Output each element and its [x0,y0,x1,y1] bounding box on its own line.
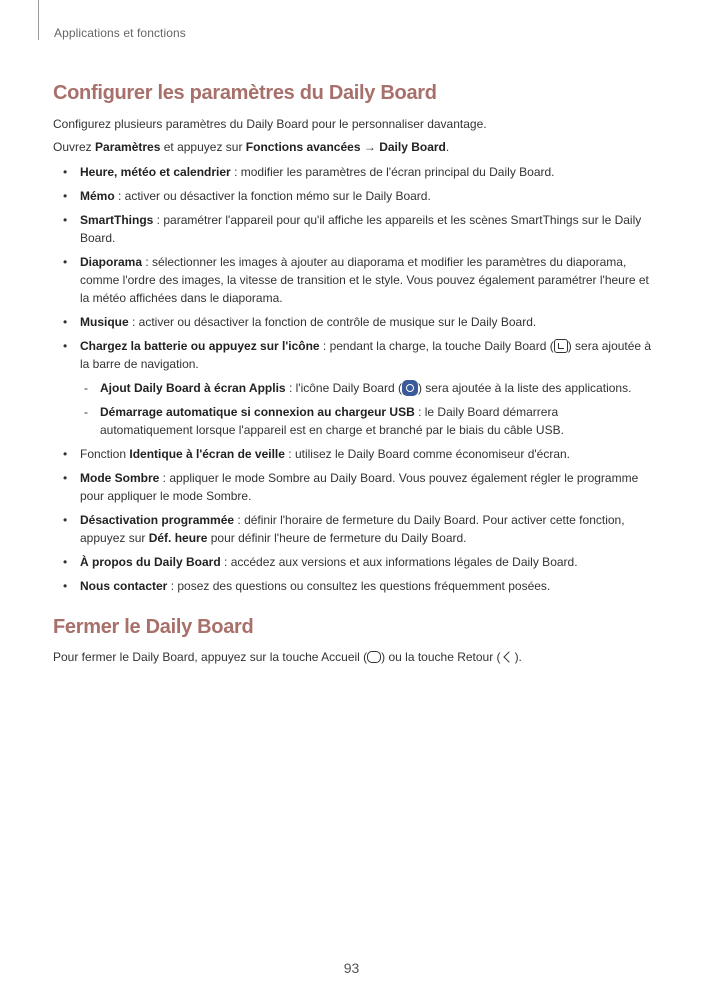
item-text: : modifier les paramètres de l'écran principal du Daily Board. [230,165,555,179]
item-label: SmartThings [80,213,154,227]
list-item: • Mémo : activer ou désactiver la fonction mémo sur le Daily Board. [63,189,431,203]
daily-board-key-icon [554,339,568,353]
list-item: • SmartThings : paramétrer l'appareil pour qu'il affiche les appareils et les scènes SmartThings sur le Daily Board. [63,213,642,245]
close-instructions [53,648,522,666]
item-text: : sélectionner les images à ajouter au diaporama et modifier les paramètres du diaporama, comme l'ordre des images, la vitesse de transition et le style. Vous pouvez également paramétrer l'heure et la météo affichées dans le diaporama. [80,255,649,305]
close-text-a: Pour fermer le Daily Board, appuyez sur la touche Accueil ( [53,650,368,664]
item-text: : activer ou désactiver la fonction mémo sur le Daily Board. [114,189,431,203]
settings-link-text: Paramètres [95,140,161,154]
item-prefix: Fonction [80,447,130,461]
close-text-c: ). [514,650,522,664]
daily-board-app-icon [402,380,418,396]
item-text: : accédez aux versions et aux informations légales de Daily Board. [220,555,578,569]
arrow: → [360,140,380,154]
item-text: : activer ou désactiver la fonction de contrôle de musique sur le Daily Board. [128,315,537,329]
item-label: Identique à l'écran de veille [129,447,285,461]
list-item: • Diaporama : sélectionner les images à ajouter au diaporama et modifier les paramètres du diaporama, comme l'ordre des images, la vitesse de transition et le style. Vous pouvez également paramétrer l'heure et la météo affichées dans le diaporama. [63,255,649,305]
close-text-b: ) ou la touche Retour ( [381,650,501,664]
item-label: Démarrage automatique si connexion au chargeur USB [100,405,415,419]
item-text: : le Daily Board démarrera automatiquement lorsque l'appareil est en charge et branché par le biais du câble USB. [100,405,564,437]
item-text: : paramétrer l'appareil pour qu'il affiche les appareils et les scènes SmartThings sur le Daily Board. [80,213,642,245]
list-item: • Heure, météo et calendrier : modifier les paramètres de l'écran principal du Daily Board. [63,165,555,179]
list-item: • Nous contacter : posez des questions ou consultez les questions fréquemment posées. [63,579,551,593]
item-text: : posez des questions ou consultez les questions fréquemment posées. [167,579,551,593]
item-label: Mémo [80,189,115,203]
back-key-icon [503,651,514,662]
advanced-features-text: Fonctions avancées [245,140,361,154]
sub-list-item: - Ajout Daily Board à écran Applis : l'icône Daily Board ( ) sera ajoutée à la liste des applications. [84,381,632,395]
header-rule [38,0,39,40]
section-title-configure: Configurer les paramètres du Daily Board [53,82,437,104]
item-text: : appliquer le mode Sombre au Daily Board. Vous pouvez également régler le programme pour appliquer le mode Sombre. [80,471,639,503]
list-item: • Chargez la batterie ou appuyez sur l'icône : pendant la charge, la touche Daily Board ( ) sera ajoutée à la barre de navigation. [63,339,652,371]
section-title-close: Fermer le Daily Board [53,616,254,638]
home-key-icon [367,651,381,663]
item-label: Heure, météo et calendrier [80,165,231,179]
page-number: 93 [343,960,360,976]
item-text: : utilisez le Daily Board comme économiseur d'écran. [284,447,571,461]
item-label: À propos du Daily Board [80,555,221,569]
item-text: : pendant la charge, la touche Daily Board ( [319,339,554,353]
item-text: pour définir l'heure de fermeture du Daily Board. [207,531,467,545]
daily-board-text: Daily Board [379,140,446,154]
list-item: • Musique : activer ou désactiver la fonction de contrôle de musique sur le Daily Board. [63,315,537,329]
item-label: Musique [80,315,129,329]
set-time-text: Déf. heure [148,531,208,545]
item-label: Nous contacter [80,579,168,593]
item-text: ) sera ajoutée à la barre de navigation. [80,339,652,371]
item-label: Mode Sombre [80,471,160,485]
item-text: : l'icône Daily Board ( [285,381,402,395]
open-mid: et appuyez sur [160,140,246,154]
settings-list [53,163,653,595]
item-text: : définir l'horaire de fermeture du Daily Board. Pour activer cette fonction, appuyez sur [80,513,625,545]
sub-list-item: - Démarrage automatique si connexion au chargeur USB : le Daily Board démarrera automatiquement lorsque l'appareil est en charge et branché par le biais du câble USB. [84,405,564,437]
open-prefix: Ouvrez [53,140,96,154]
intro-paragraph: Configurez plusieurs paramètres du Daily Board pour le personnaliser davantage. [53,117,487,131]
list-item: • Fonction Identique à l'écran de veille : utilisez le Daily Board comme économiseur d'écran. [63,447,571,461]
open-instructions [53,138,449,156]
running-head: Applications et fonctions [54,26,186,40]
item-text: ) sera ajoutée à la liste des applications. [417,381,632,395]
item-label: Désactivation programmée [80,513,235,527]
item-label: Ajout Daily Board à écran Applis [100,381,286,395]
item-label: Diaporama [80,255,143,269]
list-item: • À propos du Daily Board : accédez aux versions et aux informations légales de Daily Board. [63,555,578,569]
list-item: • Désactivation programmée : définir l'horaire de fermeture du Daily Board. Pour activer cette fonction, appuyez sur Déf. heure pour définir l'heure de fermeture du Daily Board. [63,513,625,545]
item-label: Chargez la batterie ou appuyez sur l'icône [80,339,320,353]
list-item: • Mode Sombre : appliquer le mode Sombre au Daily Board. Vous pouvez également régler le programme pour appliquer le mode Sombre. [63,471,639,503]
open-end: . [445,140,450,154]
